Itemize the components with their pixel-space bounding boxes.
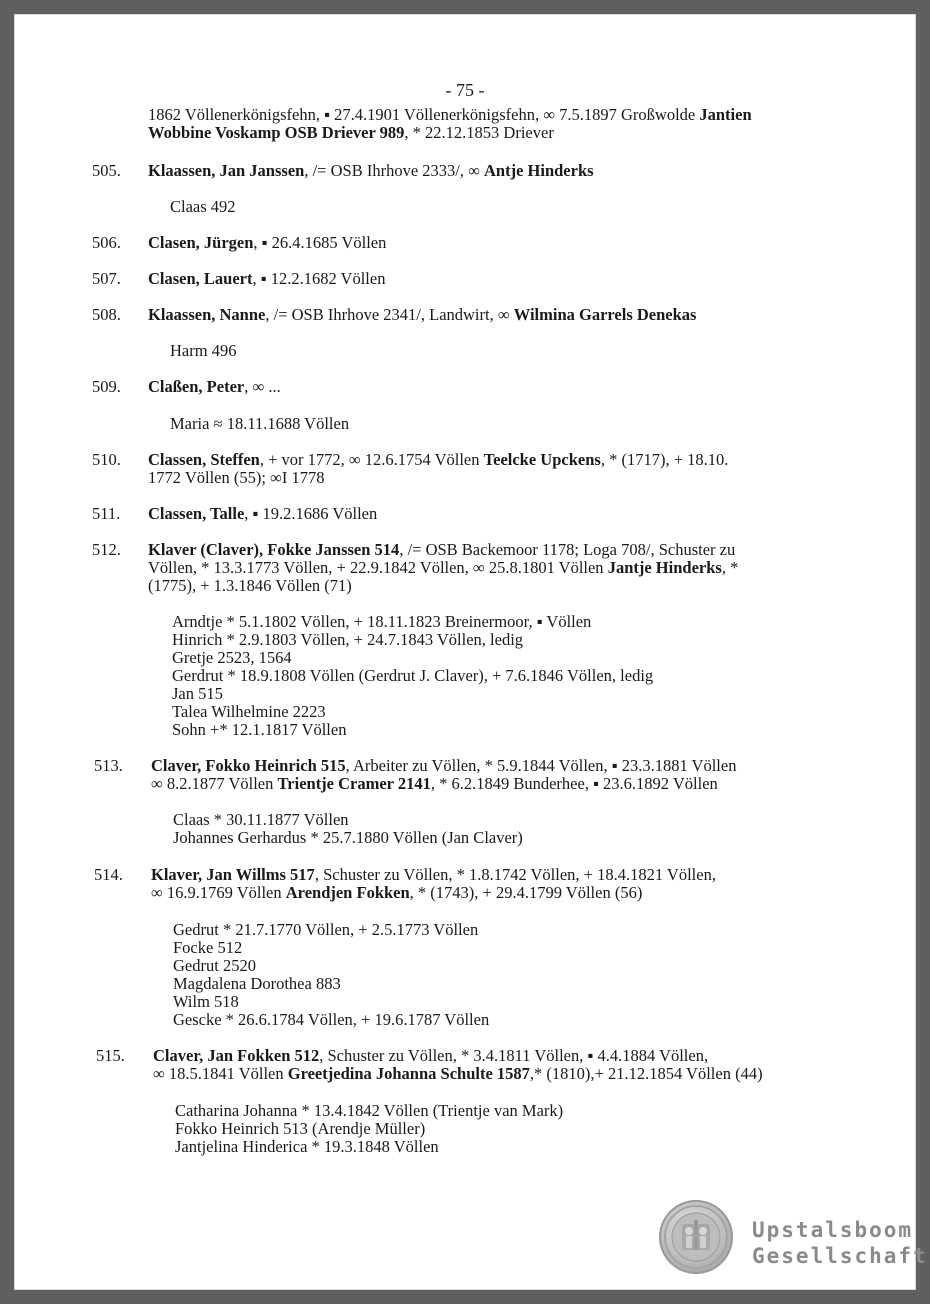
child-line: Catharina Johanna * 13.4.1842 Völlen (Trientje van Mark) <box>175 1101 564 1120</box>
child-line: Fokko Heinrich 513 (Arendje Müller) <box>175 1119 426 1138</box>
child-line: Hinrich * 2.9.1803 Völlen, + 24.7.1843 Völlen, ledig <box>172 630 524 649</box>
entry-number: 514. <box>94 865 123 884</box>
entry-number: 513. <box>94 756 123 775</box>
entry-number: 515. <box>96 1046 125 1065</box>
entry-513-line-2: ∞ 8.2.1877 Völlen Trientje Cramer 2141, * 6.2.1849 Bunderhee, ▪ 23.6.1892 Völlen <box>151 774 718 793</box>
entry-number: 505. <box>92 161 121 180</box>
child-line: Magdalena Dorothea 883 <box>173 974 341 993</box>
entry-508-heading: Klaassen, Nanne, /= OSB Ihrhove 2341/, Landwirt, ∞ Wilmina Garrels Denekas <box>148 305 697 324</box>
child-line: Claas 492 <box>170 197 236 216</box>
entry-509-heading: Claßen, Peter, ∞ ... <box>148 377 281 396</box>
entry-512-heading: Klaver (Claver), Fokke Janssen 514, /= OSB Backemoor 1178; Loga 708/, Schuster zu <box>148 540 736 559</box>
entry-512-line-2: Völlen, * 13.3.1773 Völlen, + 22.9.1842 Völlen, ∞ 25.8.1801 Völlen Jantje Hinderks, * <box>148 558 739 577</box>
document-page <box>14 14 928 1290</box>
entry-515-line-2: ∞ 18.5.1841 Völlen Greetjedina Johanna Schulte 1587,* (1810),+ 21.12.1854 Völlen (44) <box>153 1064 763 1083</box>
entry-number: 510. <box>92 450 121 469</box>
seal-logo-icon <box>659 1200 733 1274</box>
child-line: Arndtje * 5.1.1802 Völlen, + 18.11.1823 Breinermoor, ▪ Völlen <box>172 612 592 631</box>
child-line: Gretje 2523, 1564 <box>172 648 292 667</box>
entry-number: 511. <box>92 504 121 523</box>
entry-505-heading: Klaassen, Jan Janssen, /= OSB Ihrhove 2333/, ∞ Antje Hinderks <box>148 161 594 180</box>
entry-506-heading: Clasen, Jürgen, ▪ 26.4.1685 Völlen <box>148 233 387 252</box>
entry-515-heading: Claver, Jan Fokken 512, Schuster zu Völlen, * 3.4.1811 Völlen, ▪ 4.4.1884 Völlen, <box>153 1046 709 1065</box>
entry-511-heading: Classen, Talle, ▪ 19.2.1686 Völlen <box>148 504 378 523</box>
child-line: Gedrut 2520 <box>173 956 256 975</box>
entry-number: 509. <box>92 377 121 396</box>
entry-512-line-3: (1775), + 1.3.1846 Völlen (71) <box>148 576 352 595</box>
entry-number: 507. <box>92 269 121 288</box>
entry-510-line-2: 1772 Völlen (55); ∞I 1778 <box>148 468 325 487</box>
child-line: Jan 515 <box>172 684 223 703</box>
entry-number: 506. <box>92 233 121 252</box>
child-line: Gerdrut * 18.9.1808 Völlen (Gerdrut J. Claver), + 7.6.1846 Völlen, ledig <box>172 666 654 685</box>
child-line: Talea Wilhelmine 2223 <box>172 702 326 721</box>
child-line: Maria ≈ 18.11.1688 Völlen <box>170 414 350 433</box>
entry-number: 512. <box>92 540 121 559</box>
logo-text-line-1: Upstalsboom <box>752 1218 914 1242</box>
entry-507-heading: Clasen, Lauert, ▪ 12.2.1682 Völlen <box>148 269 386 288</box>
child-line: Focke 512 <box>173 938 243 957</box>
logo-text-line-2: Gesellschaft <box>752 1244 928 1268</box>
entry-514-heading: Klaver, Jan Willms 517, Schuster zu Völlen, * 1.8.1742 Völlen, + 18.4.1821 Völlen, <box>151 865 716 884</box>
child-line: Jantjelina Hinderica * 19.3.1848 Völlen <box>175 1137 439 1156</box>
entry-514-line-2: ∞ 16.9.1769 Völlen Arendjen Fokken, * (1743), + 29.4.1799 Völlen (56) <box>151 883 643 902</box>
child-line: Harm 496 <box>170 341 237 360</box>
entry-510-heading: Classen, Steffen, + vor 1772, ∞ 12.6.1754 Völlen Teelcke Upckens, * (1717), + 18.10. <box>148 450 729 469</box>
page-number: - 75 - <box>445 80 485 100</box>
child-line: Sohn +* 12.1.1817 Völlen <box>172 720 347 739</box>
continuation-line-1: 1862 Völlenerkönigsfehn, ▪ 27.4.1901 Völlenerkönigsfehn, ∞ 7.5.1897 Großwolde Jantien <box>148 105 752 124</box>
child-line: Wilm 518 <box>173 992 239 1011</box>
continuation-line-2: Wobbine Voskamp OSB Driever 989, * 22.12.1853 Driever <box>148 123 554 142</box>
entry-513-heading: Claver, Fokko Heinrich 515, Arbeiter zu Völlen, * 5.9.1844 Völlen, ▪ 23.3.1881 Völlen <box>151 756 737 775</box>
child-line: Johannes Gerhardus * 25.7.1880 Völlen (Jan Claver) <box>173 828 523 847</box>
child-line: Gedrut * 21.7.1770 Völlen, + 2.5.1773 Völlen <box>173 920 479 939</box>
child-line: Claas * 30.11.1877 Völlen <box>173 810 349 829</box>
child-line: Gescke * 26.6.1784 Völlen, + 19.6.1787 Völlen <box>173 1010 490 1029</box>
entry-number: 508. <box>92 305 121 324</box>
